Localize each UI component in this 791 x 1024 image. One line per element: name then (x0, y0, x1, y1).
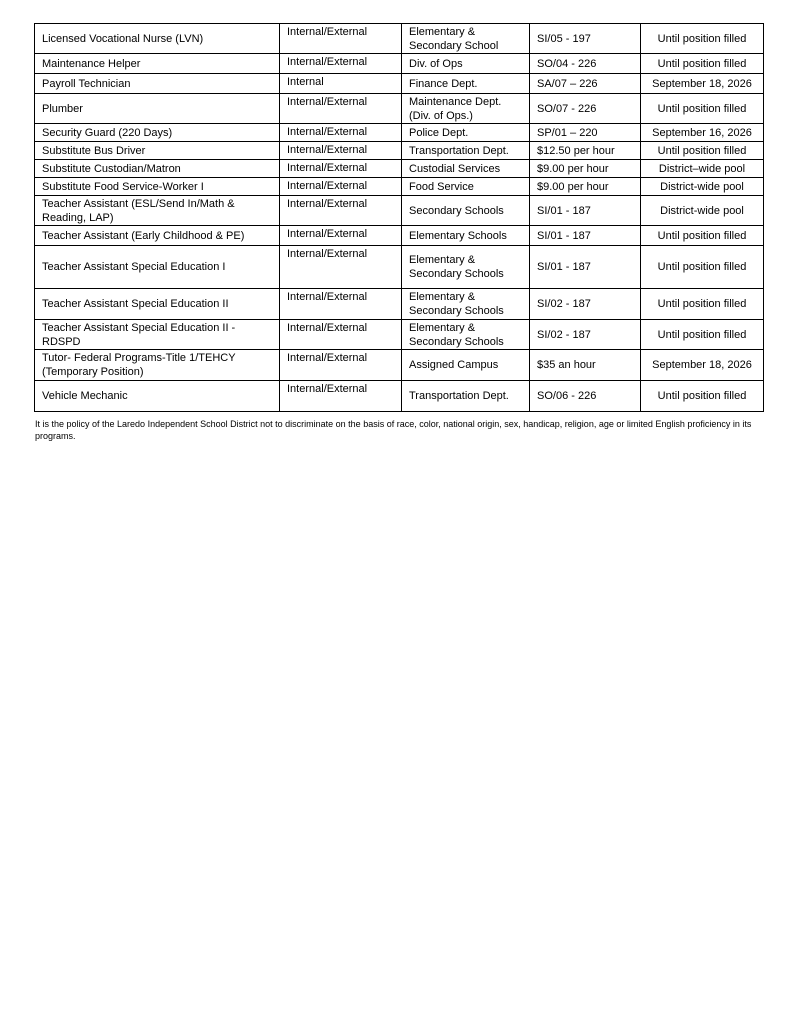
department-cell (402, 94, 530, 124)
table-row (35, 74, 764, 94)
table-row (35, 160, 764, 178)
position-title: Teacher Assistant Special Education II (42, 298, 229, 310)
posting-type: Internal/External (287, 383, 368, 395)
pay-grade-cell (530, 350, 641, 381)
posting-type-cell (280, 124, 402, 142)
deadline: District–wide pool (658, 162, 746, 175)
deadline-cell (641, 246, 764, 289)
deadline: District-wide pool (660, 180, 744, 193)
pay-grade: SO/06 - 226 (537, 390, 597, 402)
department: Police Dept. (409, 126, 469, 139)
table-row (35, 94, 764, 124)
department: Food Service (409, 180, 474, 193)
pay-grade-cell (530, 381, 641, 412)
posting-type-cell (280, 142, 402, 160)
deadline-cell (641, 24, 764, 54)
department: Transportation Dept. (409, 390, 509, 402)
pay-grade-cell (530, 54, 641, 74)
pay-grade-cell (530, 289, 641, 320)
table-row (35, 196, 764, 226)
pay-grade: SI/01 - 187 (537, 229, 591, 242)
pay-grade: SI/02 - 187 (537, 298, 591, 310)
position-title-cell (35, 124, 280, 142)
table-row (35, 24, 764, 54)
position-title-cell (35, 160, 280, 178)
position-title: Payroll Technician (42, 77, 131, 90)
table-row (35, 320, 764, 350)
pay-grade: $9.00 per hour (537, 180, 609, 193)
position-title-cell (35, 196, 280, 226)
position-title: Tutor- Federal Programs-Title 1/TEHCY (Temporary Position) (42, 352, 236, 378)
department: Assigned Campus (409, 359, 499, 371)
pay-grade-cell (530, 196, 641, 226)
position-title-cell (35, 94, 280, 124)
table-row (35, 54, 764, 74)
pay-grade-cell (530, 124, 641, 142)
deadline: Until position filled (657, 144, 747, 157)
deadline-cell (641, 320, 764, 350)
department-cell (402, 178, 530, 196)
deadline-cell (641, 160, 764, 178)
department-cell (402, 226, 530, 246)
pay-grade: SP/01 – 220 (537, 126, 598, 139)
department-cell (402, 289, 530, 320)
posting-type-cell (280, 289, 402, 320)
deadline: Until position filled (657, 390, 747, 402)
deadline: Until position filled (657, 57, 747, 70)
deadline: Until position filled (657, 328, 747, 341)
deadline-cell (641, 142, 764, 160)
department-cell (402, 196, 530, 226)
posting-type: Internal (287, 76, 324, 88)
pay-grade: SO/07 - 226 (537, 102, 597, 115)
position-title: Teacher Assistant Special Education II - RDSPD (42, 321, 236, 348)
posting-type: Internal/External (287, 228, 368, 240)
deadline: District-wide pool (660, 204, 744, 217)
department: Elementary & Secondary Schools (409, 321, 504, 348)
posting-type-cell (280, 94, 402, 124)
department: Secondary Schools (409, 204, 504, 217)
pay-grade-cell (530, 74, 641, 94)
table-row (35, 350, 764, 381)
posting-type-cell (280, 381, 402, 412)
job-postings-table (34, 23, 764, 412)
table-row (35, 124, 764, 142)
position-title: Licensed Vocational Nurse (LVN) (42, 32, 204, 45)
position-title: Substitute Custodian/Matron (42, 162, 181, 175)
position-title: Plumber (42, 102, 83, 115)
pay-grade: $12.50 per hour (537, 144, 615, 157)
posting-type-cell (280, 350, 402, 381)
posting-type: Internal/External (287, 352, 368, 364)
table-row (35, 142, 764, 160)
position-title-cell (35, 320, 280, 350)
pay-grade: SA/07 – 226 (537, 77, 598, 90)
deadline-cell (641, 124, 764, 142)
deadline-cell (641, 350, 764, 381)
deadline: Until position filled (657, 102, 747, 115)
position-title-cell (35, 178, 280, 196)
department: Elementary & Secondary Schools (409, 291, 504, 317)
department: Transportation Dept. (409, 144, 509, 157)
table-row (35, 178, 764, 196)
deadline: September 18, 2026 (652, 77, 752, 90)
table-row (35, 226, 764, 246)
position-title-cell (35, 24, 280, 54)
deadline-cell (641, 74, 764, 94)
pay-grade: $35 an hour (537, 359, 596, 371)
job-postings-body (35, 24, 764, 412)
deadline: Until position filled (657, 32, 747, 45)
pay-grade-cell (530, 142, 641, 160)
position-title: Substitute Bus Driver (42, 144, 146, 157)
posting-type-cell (280, 160, 402, 178)
deadline-cell (641, 289, 764, 320)
department-cell (402, 24, 530, 54)
department: Maintenance Dept. (Div. of Ops.) (409, 95, 502, 122)
deadline: Until position filled (657, 298, 747, 310)
pay-grade-cell (530, 226, 641, 246)
position-title: Security Guard (220 Days) (42, 126, 173, 139)
department-cell (402, 160, 530, 178)
deadline-cell (641, 94, 764, 124)
department: Elementary & Secondary School (409, 25, 499, 52)
deadline-cell (641, 381, 764, 412)
posting-type-cell (280, 196, 402, 226)
posting-type: Internal/External (287, 322, 368, 334)
table-row (35, 246, 764, 289)
deadline-cell (641, 196, 764, 226)
pay-grade: SO/04 - 226 (537, 57, 597, 70)
department-cell (402, 74, 530, 94)
department-cell (402, 54, 530, 74)
position-title: Teacher Assistant (ESL/Send In/Math & Reading, LAP) (42, 197, 235, 224)
deadline: Until position filled (657, 229, 747, 242)
deadline: September 16, 2026 (652, 126, 752, 139)
position-title-cell (35, 289, 280, 320)
position-title-cell (35, 54, 280, 74)
posting-type: Internal/External (287, 26, 368, 38)
department-cell (402, 320, 530, 350)
nondiscrimination-statement: It is the policy of the Laredo Independent School District not to discriminate on the basis of race, color, national origin, sex, handicap, religion, age or limited English proficiency in its programs. (35, 419, 752, 441)
position-title: Maintenance Helper (42, 57, 141, 70)
department-cell (402, 142, 530, 160)
pay-grade-cell (530, 178, 641, 196)
table-row (35, 289, 764, 320)
deadline-cell (641, 226, 764, 246)
department-cell (402, 350, 530, 381)
department: Finance Dept. (409, 77, 478, 90)
position-title: Teacher Assistant (Early Childhood & PE) (42, 229, 245, 242)
posting-type-cell (280, 246, 402, 289)
pay-grade-cell (530, 160, 641, 178)
posting-type: Internal/External (287, 96, 368, 108)
posting-type-cell (280, 320, 402, 350)
posting-type-cell (280, 54, 402, 74)
deadline-cell (641, 178, 764, 196)
department-cell (402, 381, 530, 412)
deadline: Until position filled (657, 261, 747, 273)
position-title-cell (35, 226, 280, 246)
posting-type-cell (280, 178, 402, 196)
department: Div. of Ops (409, 57, 463, 70)
posting-type-cell (280, 226, 402, 246)
deadline: September 18, 2026 (652, 359, 752, 371)
pay-grade: SI/02 - 187 (537, 328, 591, 341)
position-title: Vehicle Mechanic (42, 390, 128, 402)
position-title: Substitute Food Service-Worker I (42, 180, 204, 193)
posting-type: Internal/External (287, 198, 368, 210)
posting-type: Internal/External (287, 162, 368, 174)
posting-type: Internal/External (287, 291, 368, 303)
table-row (35, 381, 764, 412)
posting-type-cell (280, 74, 402, 94)
posting-type: Internal/External (287, 56, 368, 68)
pay-grade-cell (530, 94, 641, 124)
deadline-cell (641, 54, 764, 74)
position-title-cell (35, 381, 280, 412)
posting-type-cell (280, 24, 402, 54)
position-title-cell (35, 246, 280, 289)
position-title-cell (35, 74, 280, 94)
pay-grade: SI/01 - 187 (537, 261, 591, 273)
pay-grade-cell (530, 24, 641, 54)
pay-grade-cell (530, 246, 641, 289)
pay-grade: SI/01 - 187 (537, 204, 591, 217)
position-title: Teacher Assistant Special Education I (42, 261, 226, 273)
department-cell (402, 246, 530, 289)
posting-type: Internal/External (287, 144, 368, 156)
position-title-cell (35, 350, 280, 381)
department: Elementary Schools (409, 229, 507, 242)
department: Custodial Services (409, 162, 501, 175)
posting-type: Internal/External (287, 126, 368, 138)
department: Elementary & Secondary Schools (409, 254, 504, 280)
pay-grade: SI/05 - 197 (537, 32, 591, 45)
posting-type: Internal/External (287, 180, 368, 192)
pay-grade: $9.00 per hour (537, 162, 609, 175)
position-title-cell (35, 142, 280, 160)
department-cell (402, 124, 530, 142)
posting-type: Internal/External (287, 248, 368, 260)
pay-grade-cell (530, 320, 641, 350)
